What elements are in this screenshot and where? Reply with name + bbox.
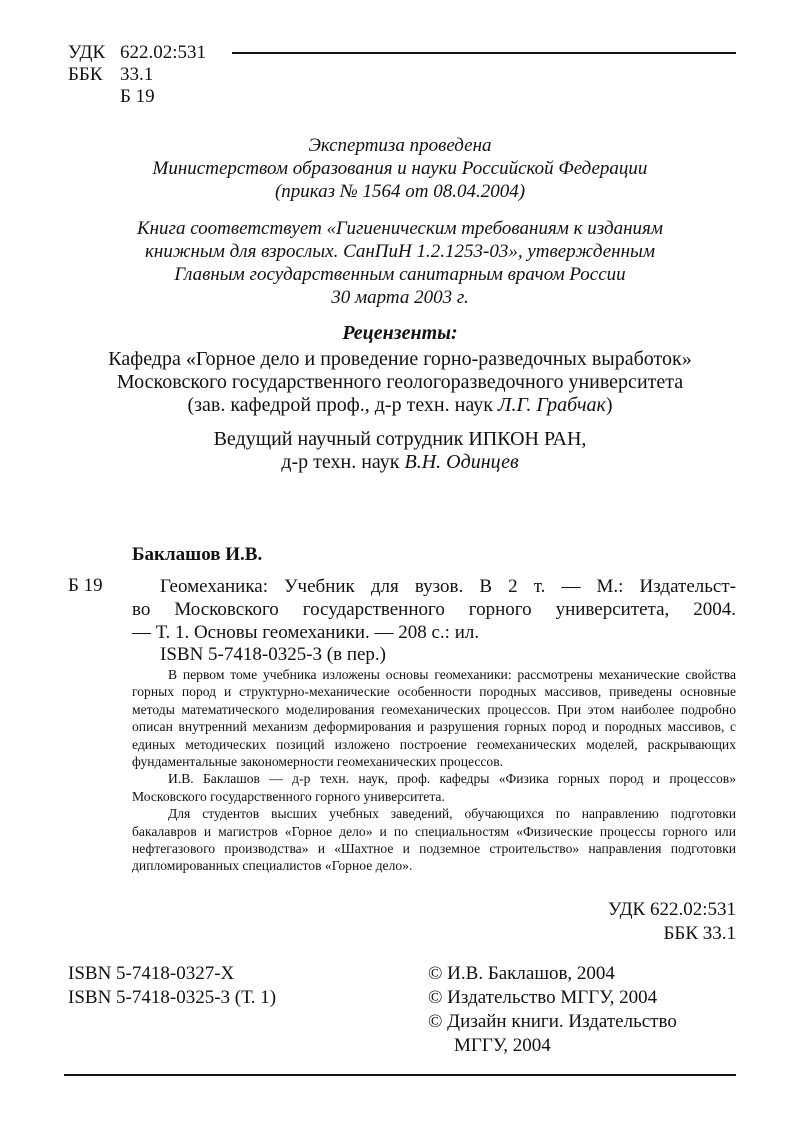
reviewer-prefix: (зав. кафедрой проф., д-р техн. наук [187,394,498,416]
isbn-set: ISBN 5-7418-0327-X [68,963,235,984]
isbn-list [68,962,276,1010]
copyright-block [428,962,738,1058]
copyright-design: © Дизайн книги. Издательство [428,1011,677,1032]
reviewer-line [60,394,740,417]
bbk-row [68,64,206,86]
bibliography-isbn: ISBN 5-7418-0325-3 (в пер.) [160,644,386,665]
reviewer-prefix: д-р техн. наук [281,451,405,473]
reviewer-researcher [60,428,740,474]
footer-udk: УДК 622.02:531 [608,899,736,920]
bibliographic-description [132,575,736,644]
annotation-paragraph: Для студентов высших учебных заведений, обучающихся по направлению подготовки бакалавров и магистров «Горное дело» и по специальностям «Физические процессы горного или нефтегазового производства» и «Шахтное и подземное строительство» направления подготовки дипломированных специалистов «Горное дело». [132,806,736,874]
book-author: Баклашов И.В. [132,544,263,565]
udk-label: УДК [68,42,106,63]
biblio-line: Геомеханика: Учебник для вузов. В 2 т. — М.: Издательст- [160,576,736,597]
author-code-row [68,86,206,108]
reviewer-name: В.Н. Одинцев [404,451,519,473]
classification-footer [608,898,736,946]
reviewer-line: Ведущий научный сотрудник ИПКОН РАН, [213,428,587,450]
expertise-line: Экспертиза проведена [308,135,492,156]
hygiene-line: Главным государственным санитарным врачом России [174,264,626,285]
reviewer-line: Московского государственного геологоразведочного университета [116,371,684,393]
classification-block [68,42,206,108]
reviewers-title: Рецензенты: [342,322,458,344]
reviewer-name: Л.Г. Грабчак [497,394,606,416]
copyright-author: © И.В. Баклашов, 2004 [428,963,615,984]
hygiene-line: книжным для взрослых. СанПиН 1.2.1253-03», утвержденным [145,241,655,262]
bottom-rule [64,1074,736,1076]
isbn-volume: ISBN 5-7418-0325-3 (Т. 1) [68,987,277,1008]
biblio-line: — Т. 1. Основы геомеханики. — 208 с.: ил. [132,622,480,643]
hygiene-line: Книга соответствует «Гигиеническим требованиям к изданиям [137,218,663,239]
bibliography-code: Б 19 [68,575,103,596]
bbk-value: 33.1 [120,64,154,85]
biblio-line: во Московского государственного горного университета, 2004. [132,599,736,620]
copyright-design-continued: МГГУ, 2004 [454,1035,551,1056]
reviewer-department [60,348,740,417]
hygiene-line: 30 марта 2003 г. [331,287,469,308]
expertise-line: Министерством образования и науки Российской Федерации [152,158,648,179]
footer-bbk: ББК 33.1 [663,923,736,944]
annotation-paragraph: И.В. Баклашов — д-р техн. наук, проф. кафедры «Физика горных пород и процессов» Московского государственного горного университета. [132,771,736,804]
expertise-line: (приказ № 1564 от 08.04.2004) [274,181,526,202]
reviewer-line: Кафедра «Горное дело и проведение горно-разведочных выработок» [108,348,692,370]
copyright-publisher: © Издательство МГГУ, 2004 [428,987,658,1008]
hygiene-note [60,217,740,309]
udk-row [68,42,206,64]
expertise-note [60,134,740,203]
annotation-paragraph: В первом томе учебника изложены основы геомеханики: рассмотрены механические свойства горных пород и структурно-механические особенности породных массивов, приведены основные методы математического моделирования геомеханических процессов. При этом наиболее подробно описан внутренний механизм деформирования и разрушения горных пород и породных массивов, с единых методических позиций изложено построение геомеханических моделей, раскрывающих фундаментальные закономерности геомеханических процессов. [132,667,736,770]
bbk-label: ББК [68,64,103,85]
annotation [132,666,736,875]
reviewer-line [60,451,740,474]
author-code: Б 19 [120,86,155,107]
reviewer-suffix: ) [605,394,613,416]
top-rule [232,52,736,54]
udk-value: 622.02:531 [120,42,207,63]
